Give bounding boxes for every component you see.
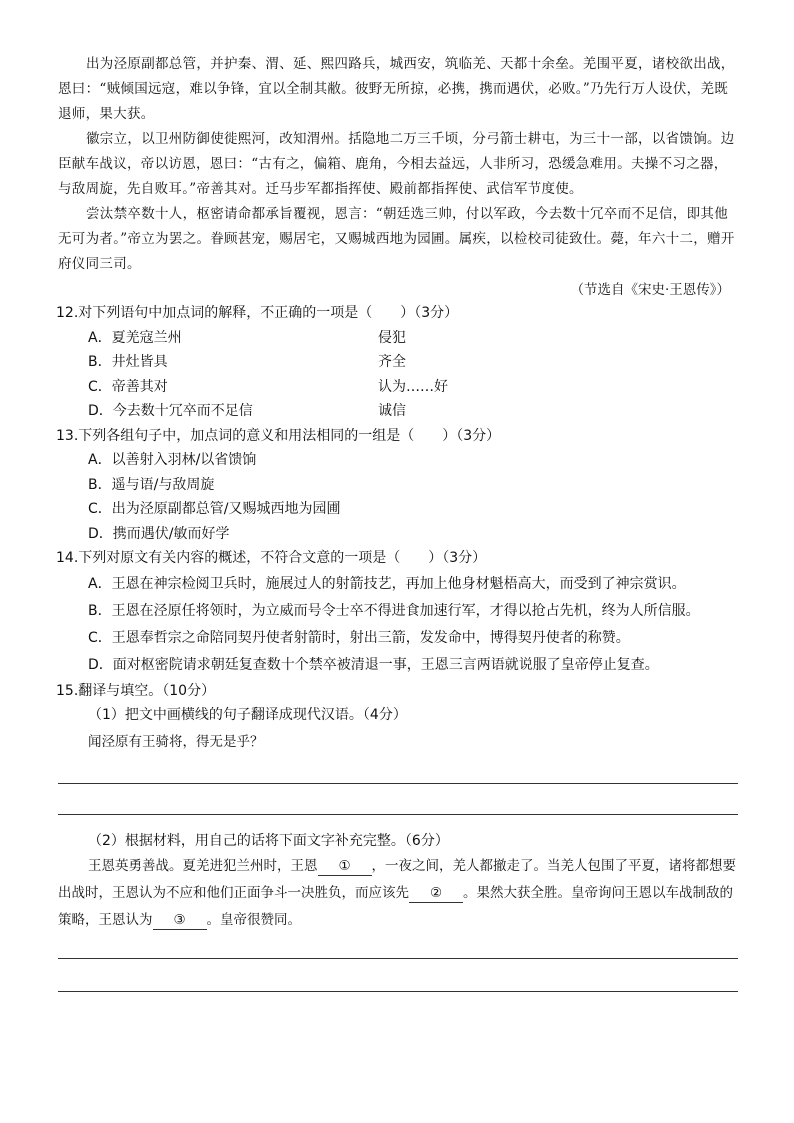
question-12-option-c[interactable] [58, 375, 738, 400]
option-term: D．今去数十冗卒而不足信 [88, 403, 253, 419]
question-14-stem: 14.下列对原文有关内容的概述，不符合文意的一项是（ ）（3分） [56, 550, 487, 566]
question-13-option-a[interactable]: A．以善射入羽林/以省馈饷 [88, 452, 257, 468]
question-12 [58, 301, 738, 424]
fill-text: 。果然大获全胜。皇帝询问王恩以车战制敌的策略，王恩认为 [58, 885, 733, 928]
question-14-option-d[interactable]: D．面对枢密院请求朝廷复查数十个禁卒被清退一事，王恩三言两语就说服了皇帝停止复查。 [88, 656, 659, 673]
question-15-stem: 15.翻译与填空。（10分） [56, 682, 216, 699]
option-meaning: 齐全 [378, 354, 406, 370]
option-term: A．夏羌寇兰州 [88, 329, 182, 346]
answer-line[interactable] [58, 991, 738, 992]
question-13-option-d[interactable]: D．携而遇伏/敏而好学 [88, 525, 230, 542]
answer-line[interactable] [58, 783, 738, 784]
passage-paragraph: 出为泾原副都总管，并护秦、渭、延、熙四路兵，城西安，筑临羌、天都十余垒。羌围平夏，诸校欲出战，恩曰：“贼倾国远寇，难以争锋，宜以全制其敝。彼野无所掠，必携，携而遇伏，必败。”乃先行万人设伏，羌既退师，果大获。 [58, 56, 735, 122]
answer-line[interactable] [58, 958, 738, 959]
classical-passage [58, 52, 738, 301]
blank-1[interactable]: ① [318, 857, 372, 876]
question-13 [58, 424, 738, 547]
question-13-stem: 13.下列各组句子中，加点词的意义和用法相同的一组是（ ）（3分） [56, 427, 501, 444]
passage-paragraph: 徽宗立，以卫州防御使徙熙河，改知渭州。括隐地二万三千顷，分弓箭士耕屯，为三十一部，以省馈饷。边臣献车战议，帝以访恩，恩曰：“古有之，偏箱、鹿角，今相去益远，人非所习，恐缓急难用。夫操不习之器，与敌周旋，先自败耳。”帝善其对。迁马步军都指挥使、殿前都指挥使、武信军节度使。 [58, 131, 735, 197]
fill-text: 。皇帝很赞同。 [206, 912, 301, 928]
question-14 [58, 546, 738, 679]
option-meaning: 侵犯 [378, 329, 406, 346]
translation-sentence: 闻泾原有王骑将，得无是乎？ [88, 733, 264, 750]
question-14-option-c[interactable]: C．王恩奉哲宗之命陪同契丹使者射箭时，射出三箭，发发命中，博得契丹使者的称赞。 [88, 629, 630, 646]
option-meaning: 认为……好 [378, 378, 448, 395]
question-12-stem: 12.对下列语句中加点词的解释，不正确的一项是（ ）（3分） [56, 305, 459, 321]
question-12-option-a[interactable] [58, 326, 738, 351]
question-15-part-1-prompt: （1）把文中画横线的句子翻译成现代汉语。（4分） [88, 707, 407, 723]
option-term: C．帝善其对 [88, 378, 168, 395]
fill-in-paragraph [58, 853, 738, 934]
option-term: B．井灶皆具 [88, 354, 168, 370]
fill-text: 王恩英勇善战。夏羌进犯兰州时，王恩 [88, 858, 318, 874]
question-12-option-d[interactable] [58, 399, 738, 424]
fill-text: ，一夜之间，羌人都撤走了。当羌人包围了平夏，诸将都想要出战时，王恩认为不应和他们正面争斗一决胜负，而应该先 [58, 858, 736, 901]
passage-paragraph: 尝汰禁卒数十人，枢密请命都承旨覆视，恩言：“朝廷选三帅，付以军政，今去数十冗卒而不足信，即其他无可为者。”帝立为罢之。眷顾甚宠，赐居宅，又赐城西地为园圃。属疾，以检校司徒致仕。薨，年六十二，赠开府仪同三司。 [58, 206, 735, 272]
question-12-option-b[interactable] [58, 350, 738, 375]
exam-page [58, 52, 738, 992]
blank-2[interactable]: ② [409, 884, 463, 903]
question-13-option-b[interactable]: B．遥与语/与敌周旋 [88, 476, 215, 493]
blank-3[interactable]: ③ [153, 911, 207, 930]
question-13-option-c[interactable]: C．出为泾原副都总管/又赐城西地为园圃 [88, 501, 341, 517]
question-14-option-a[interactable]: A．王恩在神宗检阅卫兵时，施展过人的射箭技艺，再加上他身材魁梧高大，而受到了神宗赏识。 [88, 575, 686, 592]
answer-line[interactable] [58, 814, 738, 815]
question-15 [58, 679, 738, 993]
question-14-option-b[interactable]: B．王恩在泾原任将领时，为立威而号令士卒不得进食加速行军，才得以抢占先机，终为人所信服。 [88, 602, 700, 619]
passage-source: （节选自《宋史·王恩传》） [570, 282, 730, 298]
question-15-part-2-prompt: （2）根据材料，用自己的话将下面文字补充完整。（6分） [88, 832, 449, 849]
option-meaning: 诚信 [378, 403, 406, 419]
